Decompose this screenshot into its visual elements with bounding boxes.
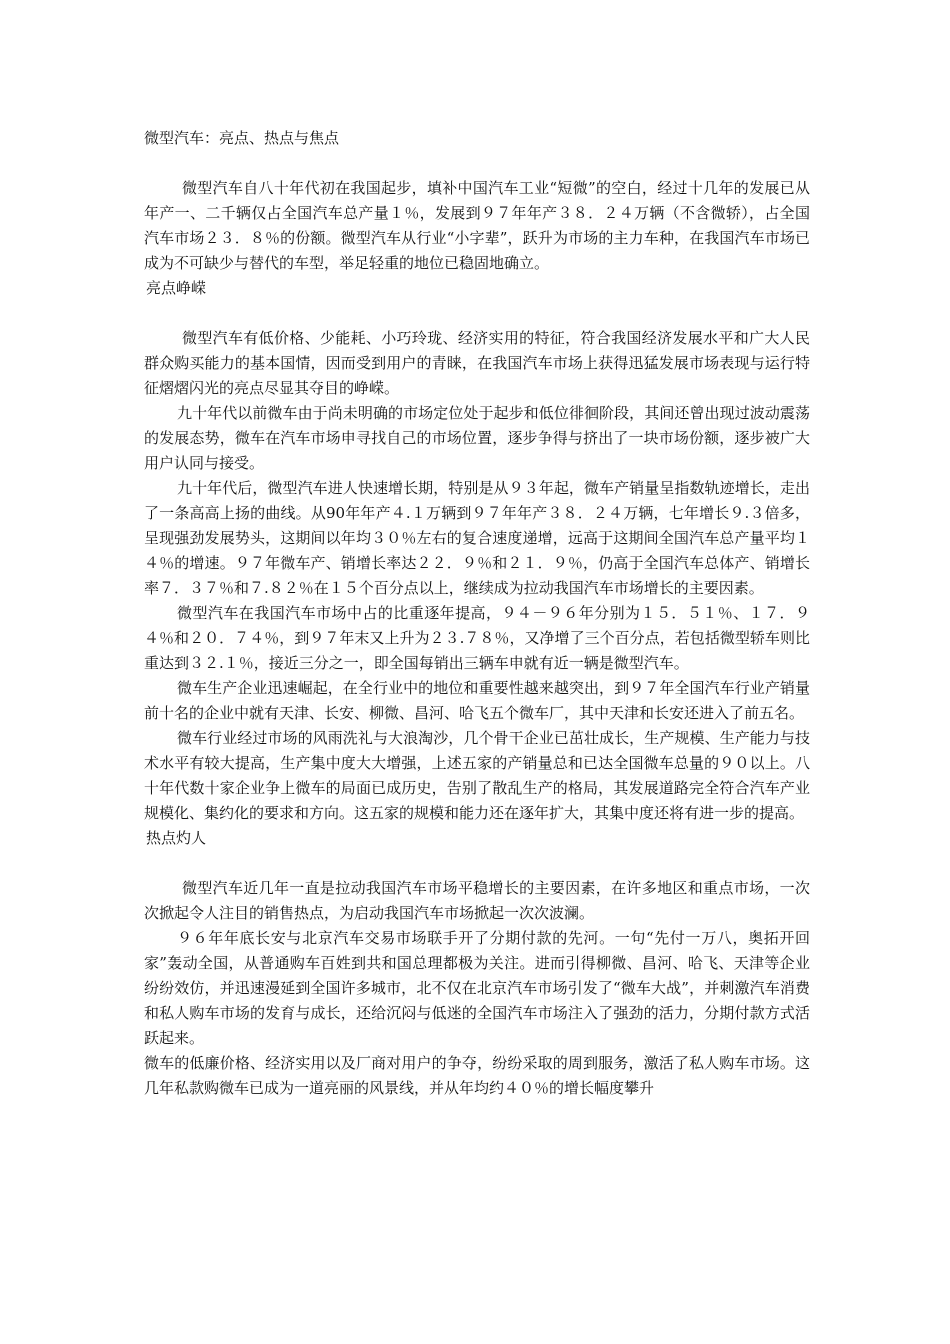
section-heading-highlights: 亮点峥嵘	[146, 279, 207, 297]
paragraph: 微车的低廉价格、经济实用以及厂商对用户的争夺，纷纷采取的周到服务，激活了私人购车市场。这几年私款购微车已成为一道亮丽的风景线，并从年均约４０％的增长幅度攀升	[144, 1054, 810, 1097]
paragraph: 微型汽车在我国汽车市场中占的比重逐年提高，９４－９６年分别为１５．５１％、１７．９４％和２０．７４％，到９７年末又上升为２３.７８％，又净增了三个百分点，若包括微型轿车则比重达到３２.１％，接近三分之一，即全国每销出三辆车申就有近一辆是微型汽车。	[144, 604, 810, 672]
article-title: 微型汽车：亮点、热点与焦点	[144, 129, 340, 147]
paragraph: ９６年年底长安与北京汽车交易市场联手开了分期付款的先河。一句“先付一万八，奥拓开回家”轰动全国，从普通购车百姓到共和国总理都极为关注。进而引得柳微、昌河、哈飞、天津等企业纷纷效仿，并迅速漫延到全国许多城市，北不仅在北京汽车市场引发了“微车大战”，并刺激汽车消费和私人购车市场的发育与成长，还给沉闷与低迷的全国汽车市场注入了强劲的活力，分期付款方式活跃起来。	[144, 929, 810, 1047]
intro-paragraph: 微型汽车自八十年代初在我国起步，填补中国汽车工业“短微”的空白，经过十几年的发展已从年产一、二千辆仅占全国汽车总产量１％，发展到９７年年产３８．２４万辆（不含微轿），占全国汽车市场２３．８％的份额。微型汽车从行业“小字辈”，跃升为市场的主力车种，在我国汽车市场已成为不可缺少与替代的车型，举足轻重的地位已稳固地确立。	[144, 179, 810, 272]
paragraph: 微型汽车近几年一直是拉动我国汽车市场平稳增长的主要因素，在许多地区和重点市场，一次次掀起令人注目的销售热点，为启动我国汽车市场掀起一次次波澜。	[144, 879, 810, 922]
paragraph: 微车生产企业迅速崛起，在全行业中的地位和重要性越来越突出，到９７年全国汽车行业产销量前十名的企业中就有天津、长安、柳微、昌河、哈飞五个微车厂，其中天津和长安还进入了前五名。	[144, 679, 810, 722]
paragraph: 微型汽车有低价格、少能耗、小巧玲珑、经济实用的特征，符合我国经济发展水平和广大人民群众购买能力的基本国情，因而受到用户的青睐，在我国汽车市场上获得迅猛发展市场表现与运行特征熠熠闪光的亮点尽显其夺目的峥嵘。	[144, 329, 810, 397]
paragraph: 九十年代以前微车由于尚未明确的市场定位处于起步和低位徘徊阶段，其间还曾出现过波动震荡的发展态势，微车在汽车市场申寻找自己的市场位置，逐步争得与挤出了一块市场份额，逐步被广大用户认同与接受。	[144, 404, 810, 472]
section-heading-hotspots: 热点灼人	[146, 829, 207, 847]
paragraph: 微车行业经过市场的风雨洗礼与大浪淘沙，几个骨干企业已茁壮成长，生产规模、生产能力与技术水平有较大提高，生产集中度大大增强，上述五家的产销量总和已达全国微车总量的９０以上。八十年代数十家企业争上微车的局面已成历史，告别了散乱生产的格局，其发展道路完全符合汽车产业规模化、集约化的要求和方向。这五家的规模和能力还在逐年扩大，其集中度还将有进一步的提高。	[144, 729, 810, 822]
paragraph: 九十年代后，微型汽车进人快速增长期，特别是从９３年起，微车产销量呈指数轨迹增长，走出了一条高高上扬的曲线。从90年年产４.１万辆到９７年年产３８．２４万辆，七年增长９.３倍多，呈现强劲发展势头，这期间以年均３０％左右的复合速度递增，远高于这期间全国汽车总产量平均１４％的增速。９７年微车产、销增长率达２２．９％和２１．９％，仍高于全国汽车总体产、销增长率７．３７％和７.８２％在１５个百分点以上，继续成为拉动我国汽车市场增长的主要因素。	[144, 479, 810, 597]
article-body	[144, 126, 810, 1101]
